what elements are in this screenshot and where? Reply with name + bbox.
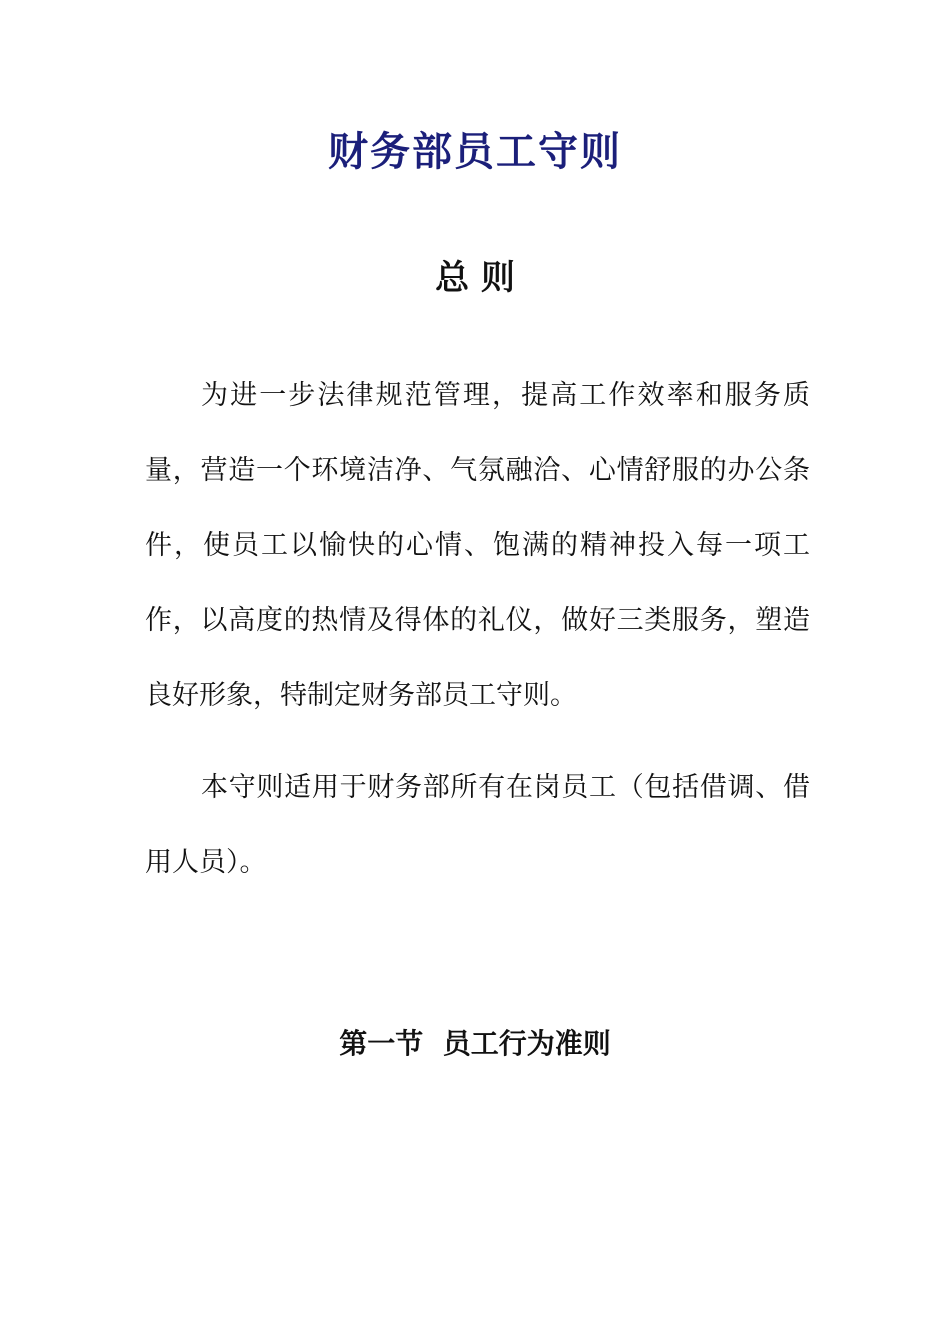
chapter-heading-conduct: 第一节 员工行为准则 bbox=[339, 1027, 611, 1060]
paragraph-scope: 本守则适用于财务部所有在岗员工（包括借调、借用人员）。 bbox=[145, 772, 810, 878]
paragraph-purpose: 为进一步法律规范管理，提高工作效率和服务质量，营造一个环境洁净、气氛融洽、心情舒服的办公条件，使员工以愉快的心情、饱满的精神投入每一项工作，以高度的热情及得体的礼仪，做好三类服务，塑造良好形象，特制定财务部员工守则。 bbox=[145, 380, 810, 711]
document-title: 财务部员工守则 bbox=[328, 128, 622, 175]
section-heading-general: 总 则 bbox=[435, 258, 515, 298]
